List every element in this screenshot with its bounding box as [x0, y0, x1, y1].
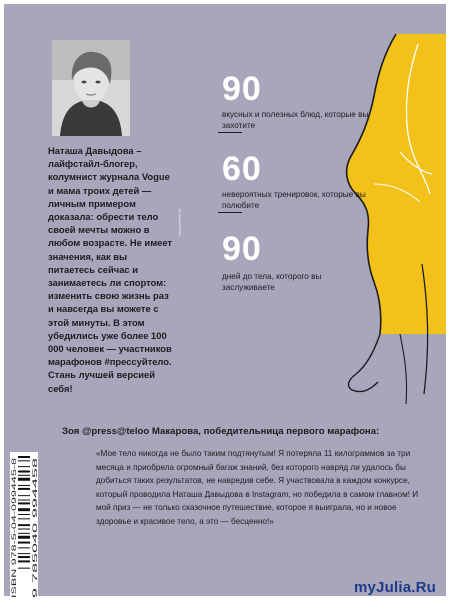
barcode-bar [18, 495, 30, 496]
barcode-bar [18, 547, 30, 548]
barcode-bar [18, 508, 30, 511]
quote-author: Зоя @press@teloo Макарова, победительница первого марафона: [62, 426, 380, 437]
barcode-bar [18, 456, 30, 458]
barcode-bar [18, 500, 30, 501]
testimonial-quote: «Мое тело никогда не было таким подтянутым! Я потеряла 11 килограммов за три месяца и приобрела огромный багаж знаний, без которого навряд ли удалось бы добиться таких результатов, не навредив себе. Я участвовала в каждом конкурсе, который проводила Наташа Давыдова в Instagram, но победила в самом главном! И мой приз — не только сказочное путешествие, которое я выиграла, но и новое здоровье и красивое тело, а это — бесценно!» [96, 449, 419, 526]
barcode-bar [18, 560, 30, 562]
barcode-bar [18, 502, 30, 504]
stat-text-2: невероятных тренировок, которые вы полюбите [222, 190, 366, 210]
author-photo-image [52, 40, 130, 136]
stat-text-1: вкусных и полезных блюд, которые вы захотите [222, 110, 369, 130]
barcode-bar [18, 460, 30, 461]
vertical-title [178, 63, 208, 353]
barcode-bar [18, 556, 30, 558]
barcode-bar [18, 471, 30, 473]
barcode-bar [18, 524, 30, 526]
author-bio: Наташа Давыдова – лайфстайл-блогер, колумнист журнала Vogue и мама троих детей — личным примером доказала: обрести тело своей мечты можно в любом возрасте. Не имеет значения, как вы питаетесь сейчас и занимаетесь ли спортом: изменить свою жизнь раз и навсегда вы можете с этой минуты. В этом убедились уже более 100 000 человек — участников марафонов #прессуйтело. Стань лучшей версией себя! [48, 145, 173, 394]
watermark: myJulia.Ru [353, 579, 436, 596]
author-photo [52, 40, 130, 136]
barcode-bar [18, 518, 30, 519]
stat-text-3: дней до тела, которого вы заслуживаете [222, 272, 322, 292]
barcode-bars [18, 456, 30, 569]
barcode-bar [18, 466, 30, 467]
book-back-cover [4, 4, 446, 596]
isbn-barcode [10, 452, 38, 600]
stat-number-1: 90 [222, 70, 262, 108]
barcode-bar [18, 568, 30, 569]
stat-number-2: 60 [222, 150, 262, 188]
barcode-bar [18, 529, 30, 530]
barcode-digits: 9 785040 994458 [32, 548, 39, 598]
barcode-bar [18, 488, 30, 490]
isbn-text: ISBN 978-5-04-099445-8 [11, 526, 18, 598]
barcode-bar [18, 478, 30, 481]
silhouette-illustration [304, 34, 446, 409]
barcode-bar [18, 475, 30, 476]
stat-divider-1 [218, 132, 242, 133]
stat-divider-2 [218, 212, 242, 213]
stat-number-3: 90 [222, 230, 262, 268]
barcode-bar [18, 485, 30, 486]
vertical-title-text: #прессуйтело это: [178, 213, 182, 237]
barcode-bar [18, 553, 30, 554]
barcode-graphic [10, 452, 38, 600]
barcode-bar [18, 514, 30, 515]
barcode-bar [18, 542, 30, 544]
barcode-bar [18, 536, 30, 539]
barcode-bar [18, 533, 30, 534]
